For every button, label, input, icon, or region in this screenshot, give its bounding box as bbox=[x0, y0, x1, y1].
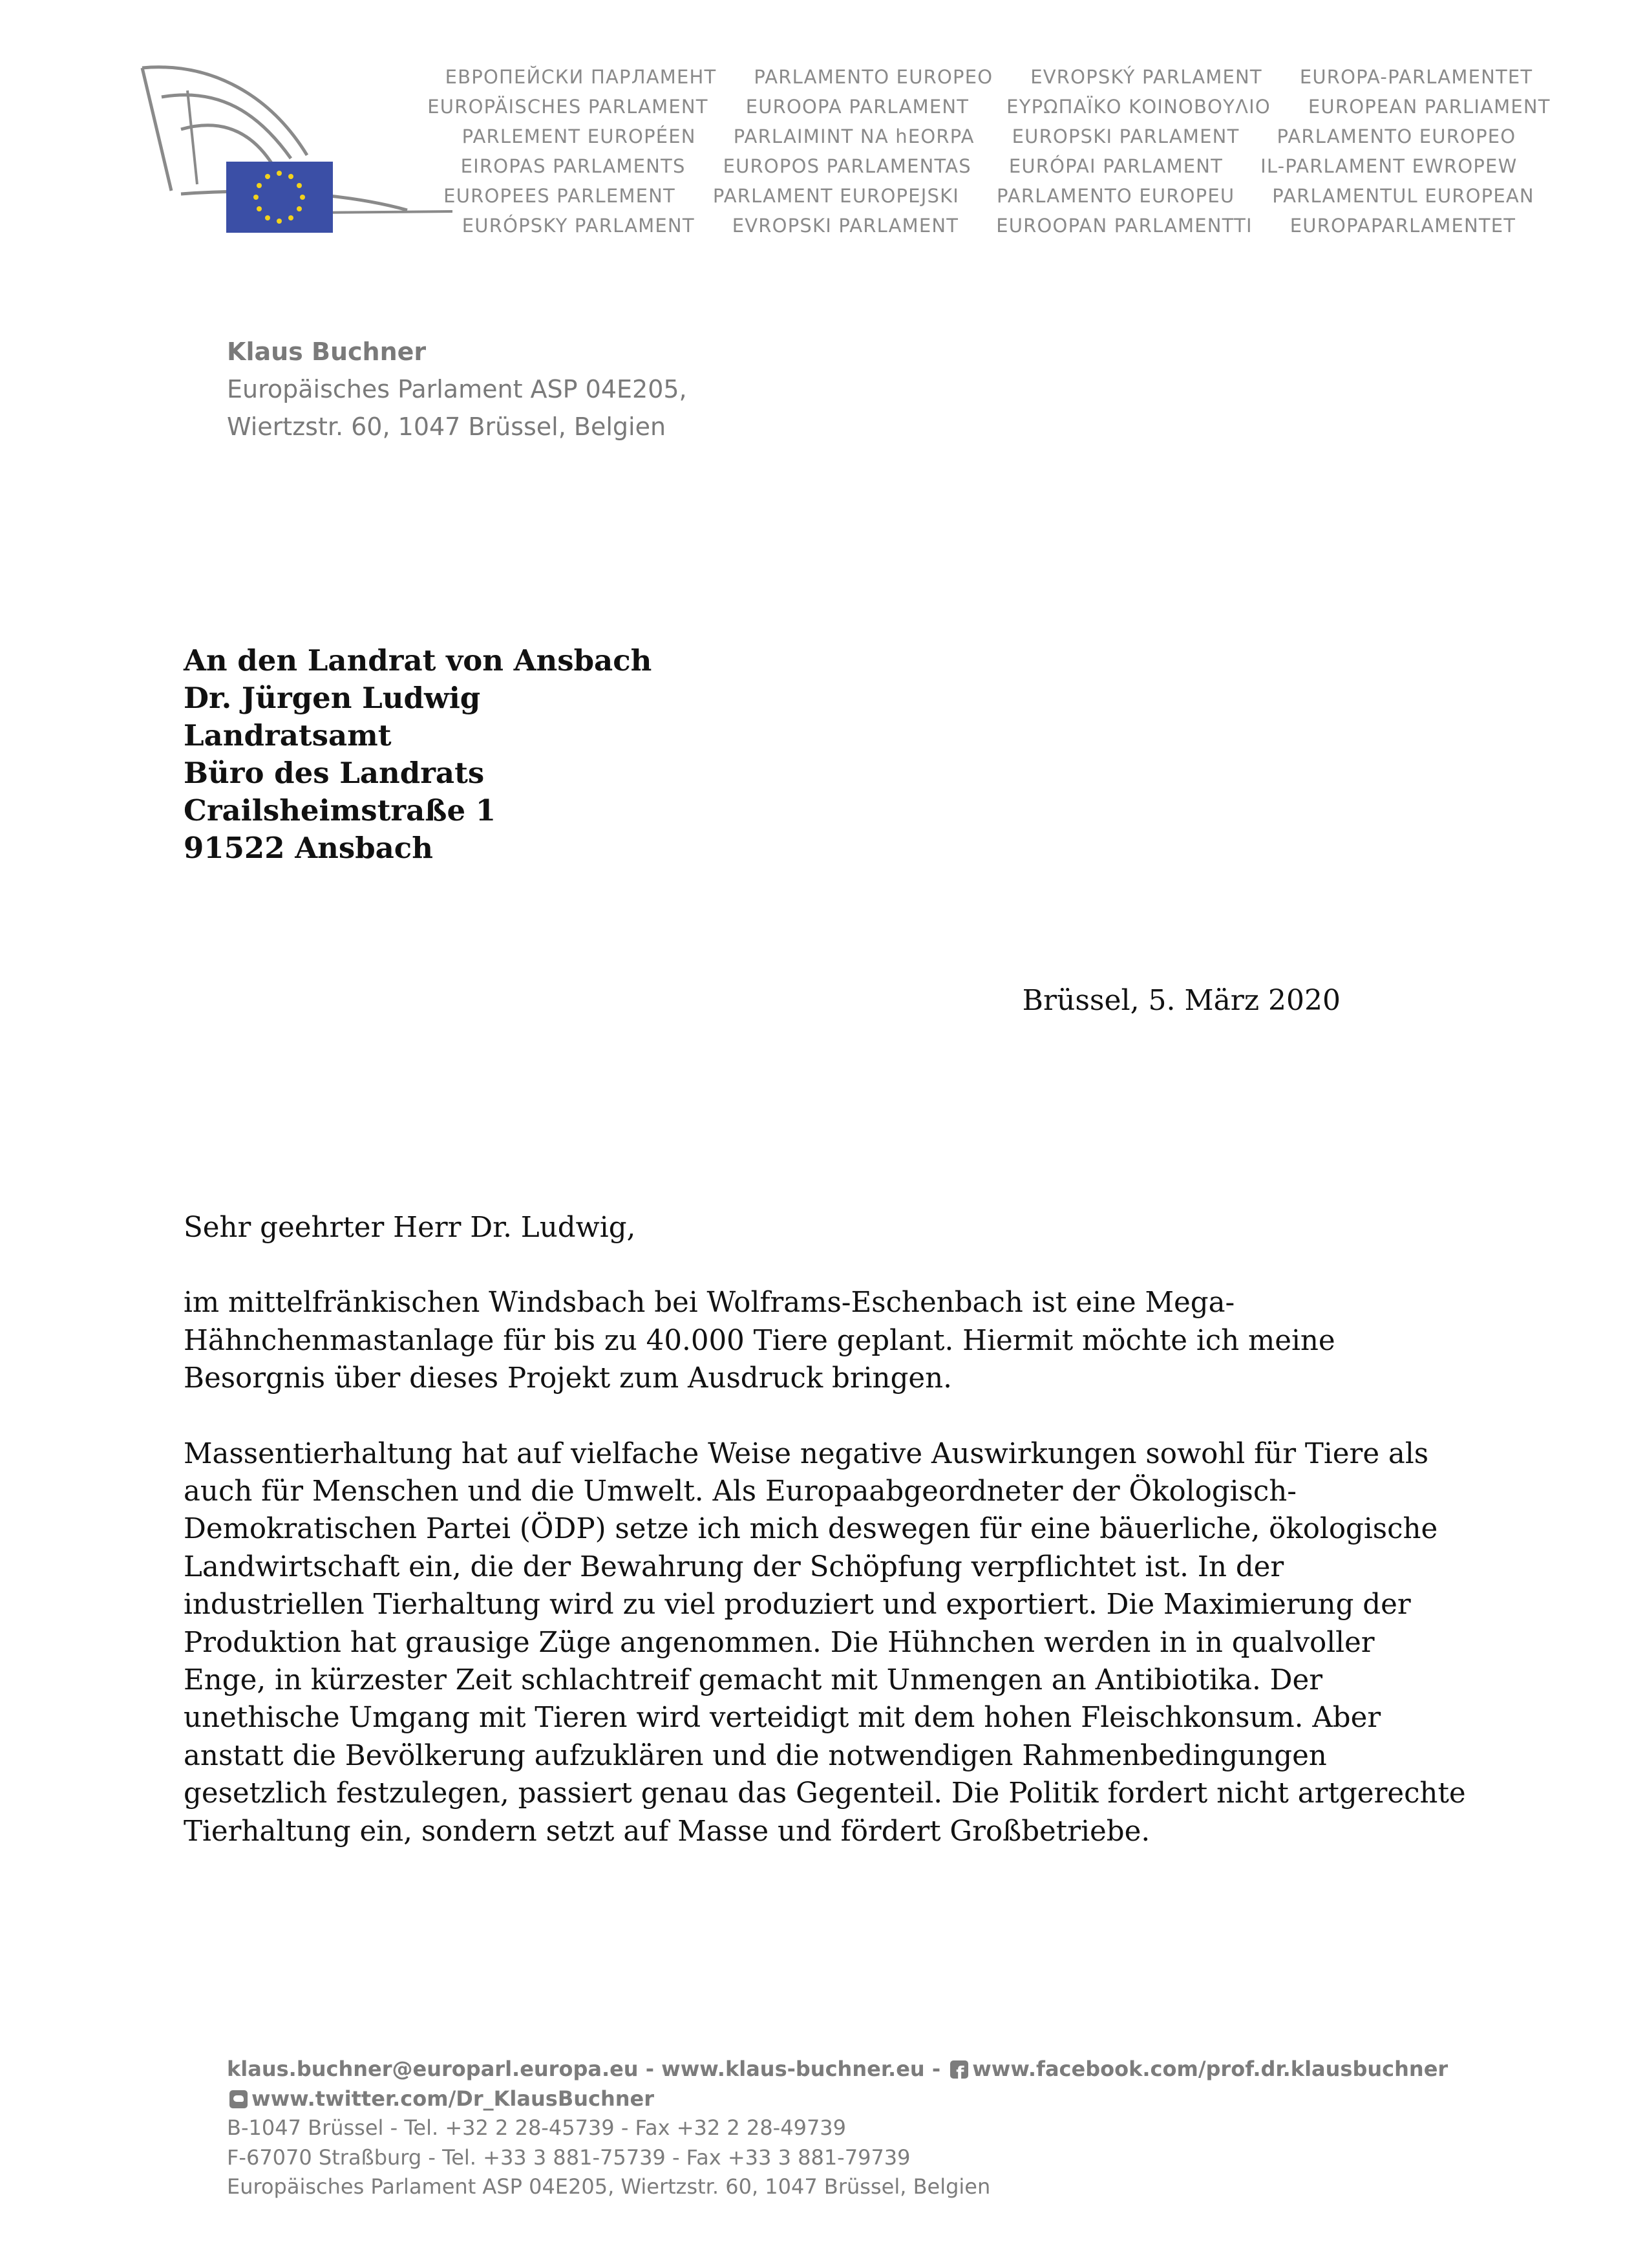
letter-body bbox=[184, 1209, 1502, 1850]
parliament-name: PARLAMENTO EUROPEU bbox=[997, 185, 1235, 207]
paragraph-line: Massentierhaltung hat auf vielfache Weise negative Auswirkungen sowohl für Tiere als bbox=[184, 1437, 1429, 1470]
parliament-name: ЕВРОПЕЙСКИ ПАРЛАМЕНТ bbox=[445, 66, 717, 88]
facebook-link[interactable]: www.facebook.com/prof.dr.klausbuchner bbox=[972, 2057, 1448, 2081]
parliament-name: EIROPAS PARLAMENTS bbox=[460, 155, 686, 177]
parliament-name: EUROPEES PARLEMENT bbox=[443, 185, 675, 207]
paragraph-line: Enge, in kürzester Zeit schlachtreif gemacht mit Unmengen an Antibiotika. Der bbox=[184, 1664, 1323, 1697]
footer-twitter bbox=[227, 2084, 1448, 2114]
parliament-name: EVROPSKÝ PARLAMENT bbox=[1030, 66, 1262, 88]
separator: - bbox=[924, 2057, 948, 2081]
email-link[interactable]: klaus.buchner@europarl.europa.eu bbox=[227, 2057, 639, 2081]
paragraph-line: Besorgnis über dieses Projekt zum Ausdruck bringen. bbox=[184, 1362, 953, 1395]
facebook-icon bbox=[950, 2060, 968, 2079]
paragraph bbox=[184, 1284, 1502, 1397]
parliament-name: PARLEMENT EUROPÉEN bbox=[462, 125, 696, 147]
parliament-name: EUROOPA PARLAMENT bbox=[745, 96, 970, 118]
footer-address: Europäisches Parlament ASP 04E205, Wiertzstr. 60, 1047 Brüssel, Belgien bbox=[227, 2174, 991, 2199]
letter-date: Brüssel, 5. März 2020 bbox=[1022, 984, 1341, 1017]
paragraph-line: anstatt die Bevölkerung aufzuklären und die notwendigen Rahmenbedingungen bbox=[184, 1739, 1327, 1772]
parliament-names-row bbox=[427, 151, 1551, 181]
paragraph-line: Produktion hat grausige Züge angenommen. Die Hühnchen werden in in qualvoller bbox=[184, 1626, 1375, 1659]
twitter-link[interactable]: www.twitter.com/Dr_KlausBuchner bbox=[251, 2086, 654, 2111]
parliament-name: EUROPSKI PARLAMENT bbox=[1012, 125, 1240, 147]
parliament-name: EUROPAPARLAMENTET bbox=[1289, 215, 1516, 237]
parliament-name: PARLAMENTO EUROPEO bbox=[754, 66, 993, 88]
paragraph-line: gesetzlich festzulegen, passiert genau das Gegenteil. Die Politik fordert nicht artgerechte bbox=[184, 1777, 1466, 1810]
salutation: Sehr geehrter Herr Dr. Ludwig, bbox=[184, 1212, 636, 1244]
paragraph bbox=[184, 1435, 1502, 1850]
parliament-names-row bbox=[427, 181, 1551, 211]
recipient-line: Dr. Jürgen Ludwig bbox=[184, 681, 481, 715]
parliament-names-row bbox=[427, 211, 1551, 241]
paragraph-line: auch für Menschen und die Umwelt. Als Europaabgeordneter der Ökologisch- bbox=[184, 1475, 1297, 1508]
paragraph-line: Demokratischen Partei (ÖDP) setze ich mich deswegen für eine bäuerliche, ökologische bbox=[184, 1513, 1438, 1546]
parliament-name: EURÓPAI PARLAMENT bbox=[1008, 155, 1224, 177]
sender-address-line: Europäisches Parlament ASP 04E205, bbox=[227, 375, 687, 403]
sender-block bbox=[227, 333, 687, 445]
parliament-name: PARLAIMINT NA hEORPA bbox=[733, 125, 975, 147]
letter-footer bbox=[227, 2055, 1448, 2202]
paragraph-line: im mittelfränkischen Windsbach bei Wolframs-Eschenbach ist eine Mega- bbox=[184, 1287, 1235, 1320]
paragraph-line: industriellen Tierhaltung wird zu viel produziert und exportiert. Die Maximierung der bbox=[184, 1589, 1411, 1621]
sender-address-line: Wiertzstr. 60, 1047 Brüssel, Belgien bbox=[227, 412, 666, 441]
sender-name: Klaus Buchner bbox=[227, 337, 427, 366]
paragraph-line: Tierhaltung ein, sondern setzt auf Masse und fördert Großbetriebe. bbox=[184, 1815, 1151, 1848]
twitter-icon bbox=[229, 2090, 248, 2108]
recipient-line: An den Landrat von Ansbach bbox=[184, 643, 652, 678]
footer-brussels-contact: B-1047 Brüssel - Tel. +32 2 28-45739 - Fax +32 2 28-49739 bbox=[227, 2115, 847, 2140]
recipient-block bbox=[184, 642, 652, 867]
european-parliament-logo bbox=[136, 61, 452, 239]
parliament-name: EUROOPAN PARLAMENTTI bbox=[996, 215, 1253, 237]
recipient-line: 91522 Ansbach bbox=[184, 831, 433, 865]
parliament-names-row bbox=[427, 62, 1551, 92]
parliament-name: PARLAMENTUL EUROPEAN bbox=[1272, 185, 1534, 207]
recipient-line: Crailsheimstraße 1 bbox=[184, 793, 496, 828]
parliament-name: EUROPOS PARLAMENTAS bbox=[723, 155, 971, 177]
parliament-name: PARLAMENTO EUROPEO bbox=[1277, 125, 1516, 147]
parliament-name: EVROPSKI PARLAMENT bbox=[732, 215, 959, 237]
parliament-names-row bbox=[427, 122, 1551, 151]
website-link[interactable]: www.klaus-buchner.eu bbox=[661, 2057, 925, 2081]
paragraph-line: unethische Umgang mit Tieren wird verteidigt mit dem hohen Fleischkonsum. Aber bbox=[184, 1702, 1381, 1735]
paragraph-line: Landwirtschaft ein, die der Bewahrung der Schöpfung verpflichtet ist. In der bbox=[184, 1550, 1284, 1583]
parliament-names bbox=[427, 62, 1551, 241]
recipient-line: Landratsamt bbox=[184, 718, 392, 753]
parliament-name: EUROPEAN PARLIAMENT bbox=[1308, 96, 1551, 118]
parliament-name: ΕΥΡΩΠΑΪΚΟ ΚΟΙΝΟΒΟΥΛΙΟ bbox=[1006, 96, 1271, 118]
recipient-line: Büro des Landrats bbox=[184, 756, 485, 790]
separator: - bbox=[638, 2057, 662, 2081]
parliament-name: EURÓPSKY PARLAMENT bbox=[462, 215, 695, 237]
paragraph-line: Hähnchenmastanlage für bis zu 40.000 Tiere geplant. Hiermit möchte ich meine bbox=[184, 1324, 1335, 1357]
parliament-name: EUROPÄISCHES PARLAMENT bbox=[427, 96, 708, 118]
parliament-name: EUROPA-PARLAMENTET bbox=[1299, 66, 1533, 88]
footer-links bbox=[227, 2055, 1448, 2084]
parliament-name: IL-PARLAMENT EWROPEW bbox=[1260, 155, 1518, 177]
parliament-name: PARLAMENT EUROPEJSKI bbox=[712, 185, 960, 207]
footer-strasbourg-contact: F-67070 Straßburg - Tel. +33 3 881-75739 - Fax +33 3 881-79739 bbox=[227, 2145, 911, 2170]
parliament-emblem-icon bbox=[136, 61, 452, 239]
parliament-names-row bbox=[427, 92, 1551, 122]
